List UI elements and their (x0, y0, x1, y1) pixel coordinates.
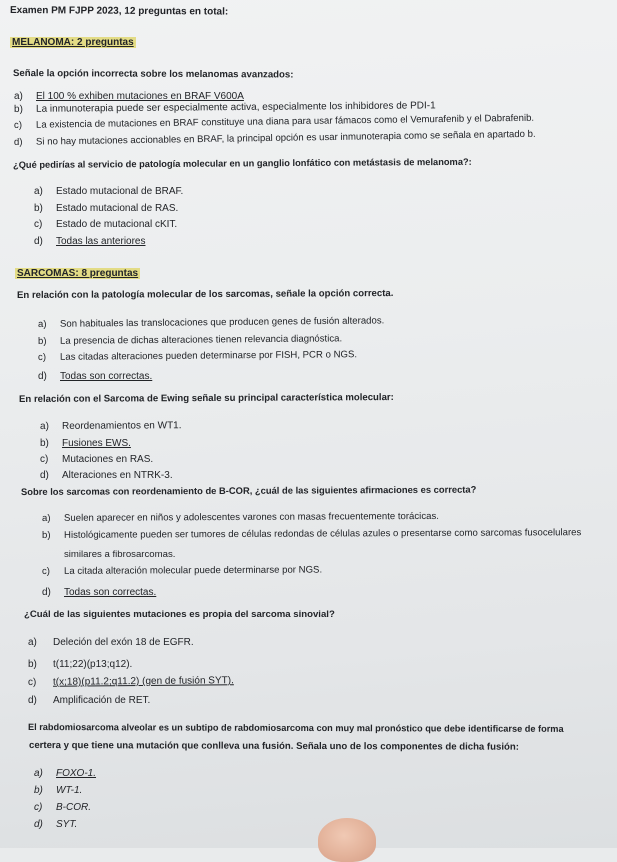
option-text: B-COR. (56, 802, 91, 813)
option-text: FOXO-1. (56, 768, 97, 779)
option-letter: a) (34, 186, 43, 197)
question-1: Señale la opción incorrecta sobre los melanomas avanzados: (12, 68, 294, 81)
option-letter: a) (28, 637, 37, 648)
option-6c (28, 674, 234, 689)
option-text: Estado mutacional de BRAF. (56, 186, 184, 197)
option-5c (42, 564, 322, 578)
option-7d (34, 818, 77, 831)
section-title-melanoma (10, 36, 136, 49)
option-2d (34, 235, 146, 248)
option-5b-cont (42, 548, 175, 561)
question-3: En relación con la patología molecular de los sarcomas, señale la opción correcta. (16, 288, 394, 301)
option-2a (34, 185, 183, 198)
option-6b (28, 658, 132, 671)
option-text: Mutaciones en RAS. (62, 454, 154, 465)
option-letter: c) (27, 676, 37, 688)
option-7a (34, 767, 96, 780)
section-title-sarcomas (15, 267, 140, 280)
option-5d (42, 586, 156, 599)
option-text: La existencia de mutaciones en BRAF constituye una diana para usar fámacos como el Vemurafenib y el Dabrafenib. (35, 112, 535, 131)
option-letter: d) (38, 371, 47, 382)
option-letter: c) (41, 565, 51, 577)
option-text: Todas son correctas. (60, 371, 153, 382)
option-4a (40, 419, 182, 433)
option-letter: c) (40, 454, 49, 465)
option-text: Si no hay mutaciones accionables en BRAF, la principal opción es usar inmunoterapia como se señala en apartado b. (35, 128, 536, 148)
option-text: Las citadas alteraciones pueden determinarse por FISH, PCR o NGS. (59, 349, 358, 363)
option-letter: d) (34, 819, 43, 830)
option-3b (38, 332, 342, 348)
option-4d (40, 469, 173, 482)
section-title-text: MELANOMA: 2 preguntas (12, 37, 134, 48)
option-3d (38, 370, 152, 383)
option-text: SYT. (56, 819, 78, 830)
option-letter: b) (41, 529, 51, 541)
option-text: Estado de mutacional cKIT. (56, 219, 178, 230)
option-text: Amplificación de RET. (53, 695, 151, 706)
option-text: La presencia de dichas alteraciones tienen relevancia diagnóstica. (59, 333, 343, 347)
option-letter: a) (34, 768, 43, 779)
option-letter: b) (13, 103, 23, 115)
section-title-text: SARCOMAS: 8 preguntas (17, 268, 139, 279)
option-text: Son habituales las translocaciones que producen genes de fusión alterados. (59, 315, 385, 330)
option-letter: a) (39, 420, 49, 432)
option-3c (38, 348, 357, 364)
option-text: Reordenamientos en WT1. (61, 420, 182, 432)
option-letter: d) (28, 695, 37, 706)
option-letter: c) (37, 351, 47, 363)
option-letter: b) (40, 438, 49, 449)
option-text: t(11;22)(p13;q12). (53, 659, 133, 670)
option-text: t(x;18)(p11.2;q11.2) (gen de fusión SYT). (52, 675, 234, 688)
option-letter: c) (34, 802, 43, 813)
finger-thumb (318, 818, 376, 862)
option-7c (34, 801, 91, 814)
option-letter: c) (13, 119, 23, 131)
option-2b (34, 202, 178, 215)
option-text: Deleción del exón 18 de EGFR. (53, 637, 194, 648)
option-text: Fusiones EWS. (62, 438, 131, 449)
question-7-line1: El rabdomiosarcoma alveolar es un subtipo de rabdomiosarcoma con muy mal pronóstico que debe identificarse de forma (27, 722, 564, 734)
option-4c (40, 453, 153, 466)
option-2c (34, 218, 177, 231)
question-2: ¿Qué pedirías al servicio de patología molecular en un ganglio lonfático con metástasis de melanoma?: (12, 156, 472, 170)
option-letter: b) (34, 785, 43, 796)
question-7-line2: certera y que tiene una mutación que conlleva una fusión. Señala uno de los componentes de dicha fusión: (28, 740, 519, 753)
option-text: La citada alteración molecular puede determinarse por NGS. (63, 564, 323, 577)
option-text: Todas son correctas. (64, 587, 157, 598)
question-6: ¿Cuál de las siguientes mutaciones es propia del sarcoma sinovial? (24, 609, 335, 620)
option-letter: a) (41, 512, 51, 524)
option-letter: d) (40, 470, 49, 481)
option-letter: b) (37, 335, 47, 347)
option-text: Alteraciones en NTRK-3. (62, 470, 173, 481)
option-6d (28, 694, 150, 707)
option-text: Histológicamente pueden ser tumores de células redondas de células azules o presentarse como sarcomas fusocelulares (63, 527, 582, 541)
option-text: La inmunoterapia puede ser especialmente activa, especialmente los inhibidores de PDI-1 (35, 100, 436, 115)
option-4b (40, 437, 131, 450)
option-text: Estado mutacional de RAS. (56, 203, 179, 214)
option-letter: b) (34, 203, 43, 214)
option-letter: d) (42, 587, 51, 598)
option-letter: d) (34, 236, 43, 247)
question-5: Sobre los sarcomas con reordenamiento de B-COR, ¿cuál de las siguientes afirmaciones es correcta? (20, 483, 477, 497)
option-letter: a) (14, 91, 23, 102)
exam-header: Examen PM FJPP 2023, 12 preguntas en total: (9, 5, 229, 18)
option-text: similares a fibrosarcomas. (64, 549, 176, 560)
option-5a (42, 510, 439, 525)
option-6a (28, 636, 194, 649)
option-letter: b) (28, 659, 37, 670)
question-4: En relación con el Sarcoma de Ewing señale su principal característica molecular: (18, 392, 394, 405)
option-text: Suelen aparecer en niños y adolescentes varones con masas frecuentemente torácicas. (63, 510, 439, 524)
option-letter: a) (37, 318, 47, 330)
option-letter: d) (13, 136, 23, 148)
option-text: WT-1. (56, 785, 83, 796)
option-7b (34, 784, 82, 797)
option-text: El 100 % exhiben mutaciones en BRAF V600A (36, 91, 244, 102)
option-text: Todas las anteriores (56, 236, 146, 247)
option-letter: c) (34, 219, 43, 230)
